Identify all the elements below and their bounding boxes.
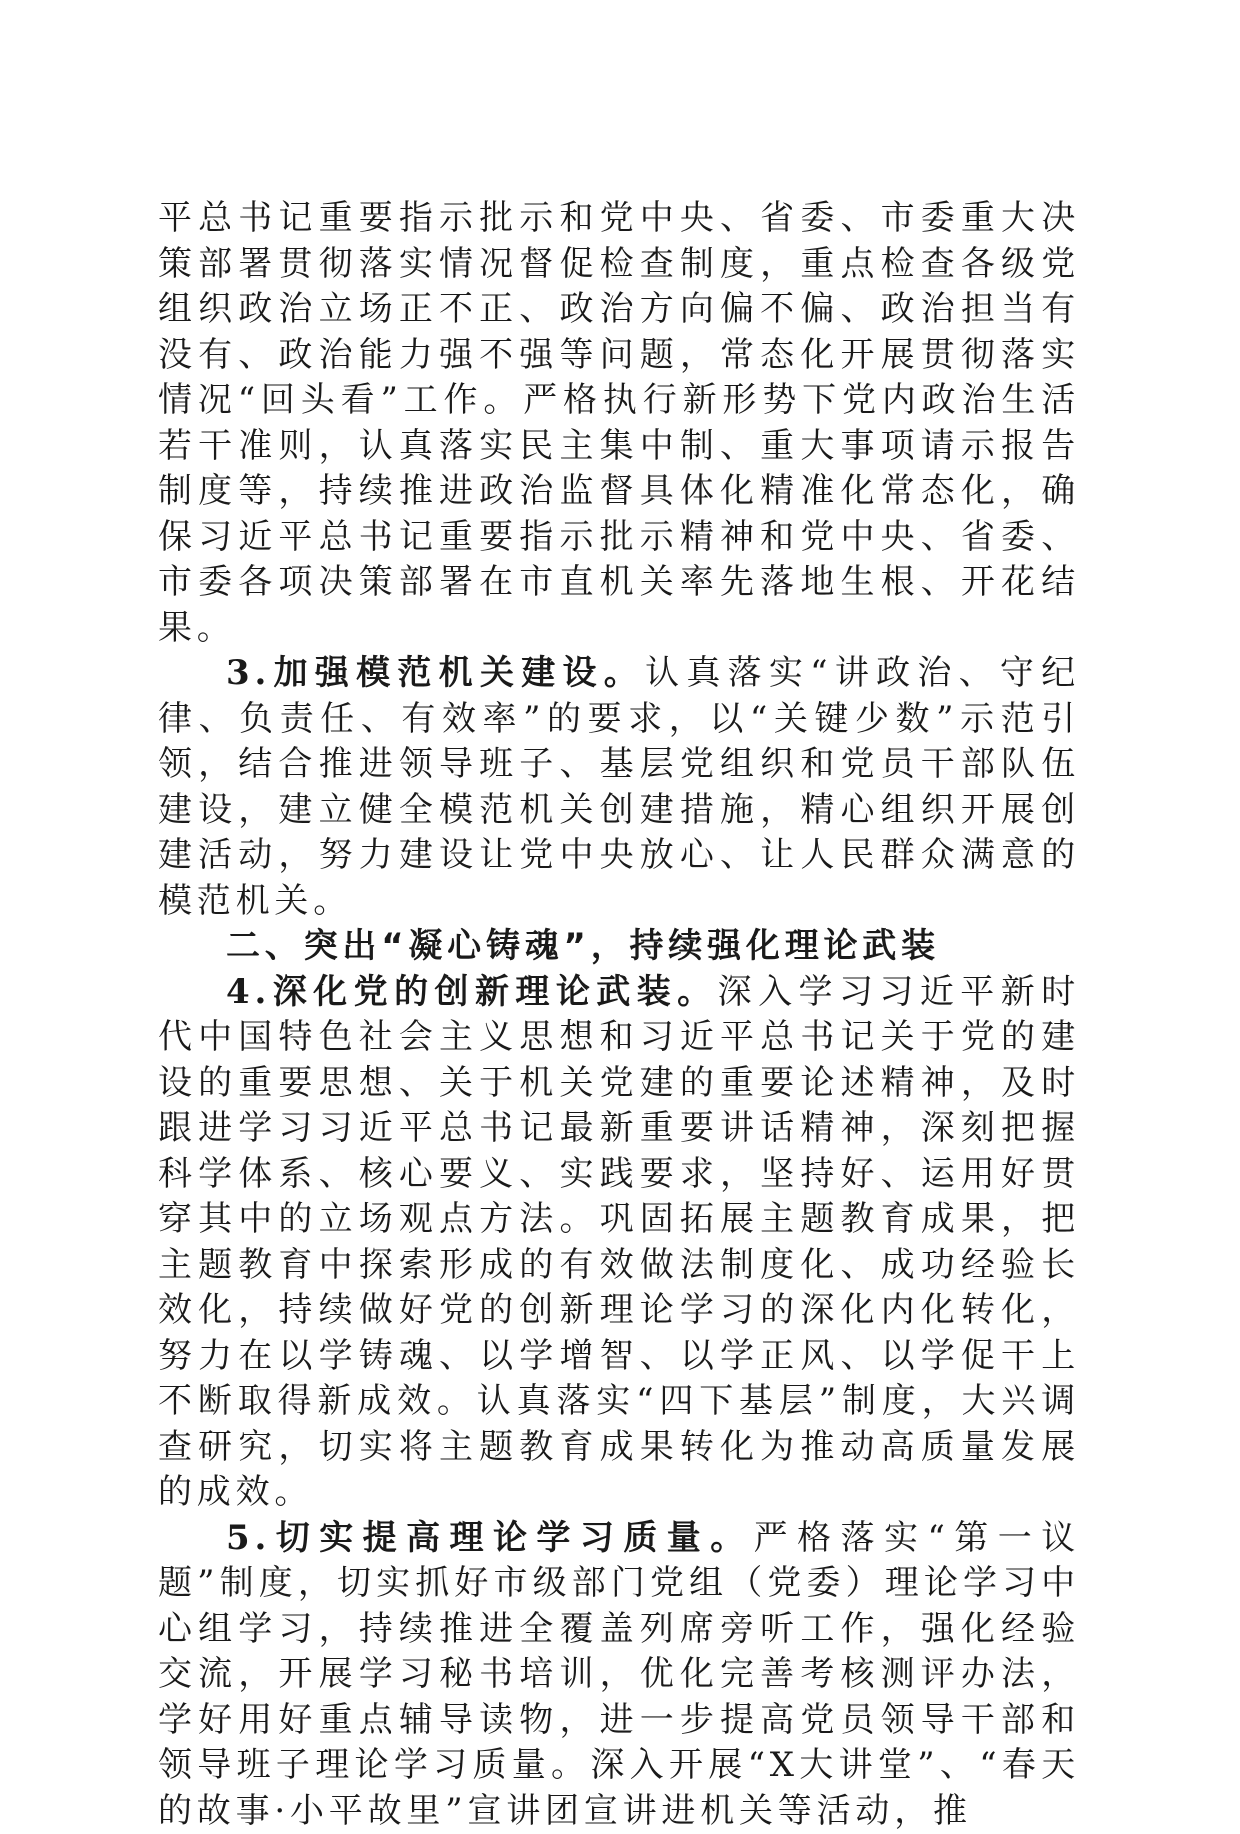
section-heading-2: 二、突出“凝心铸魂”，持续强化理论武装 [158, 924, 1080, 970]
paragraph-lead: 4.深化党的创新理论武装。 [226, 972, 718, 1012]
paragraph-continued [158, 196, 1080, 651]
document-page [158, 196, 1080, 1834]
paragraph-text: 深入学习习近平新时代中国特色社会主义思想和习近平总书记关于党的建设的重要思想、关于机关党建的重要论述精神，及时跟进学习习近平总书记最新重要讲话精神，深刻把握科学体系、核心要义、实践要求，坚持好、运用好贯穿其中的立场观点方法。巩固拓展主题教育成果，把主题教育中探索形成的有效做法制度化、成功经验长效化，持续做好党的创新理论学习的深化内化转化，努力在以学铸魂、以学增智、以学正风、以学促干上不断取得新成效。认真落实“四下基层”制度，大兴调查研究，切实将主题教育成果转化为推动高质量发展的成效。 [158, 972, 1080, 1513]
paragraph-lead: 5.切实提高理论学习质量。 [226, 1518, 754, 1558]
paragraph-item-4 [158, 970, 1080, 1516]
paragraph-item-5 [158, 1516, 1080, 1834]
paragraph-item-3 [158, 651, 1080, 924]
paragraph-lead: 3.加强模范机关建设。 [226, 653, 645, 693]
paragraph-text: 平总书记重要指示批示和党中央、省委、市委重大决策部署贯彻落实情况督促检查制度，重点检查各级党组织政治立场正不正、政治方向偏不偏、政治担当有没有、政治能力强不强等问题，常态化开展贯彻落实情况“回头看”工作。严格执行新形势下党内政治生活若干准则，认真落实民主集中制、重大事项请示报告制度等，持续推进政治监督具体化精准化常态化，确保习近平总书记重要指示批示精神和党中央、省委、市委各项决策部署在市直机关率先落地生根、开花结果。 [158, 198, 1080, 648]
paragraph-text: 严格落实“第一议题”制度，切实抓好市级部门党组（党委）理论学习中心组学习，持续推进全覆盖列席旁听工作，强化经验交流，开展学习秘书培训，优化完善考核测评办法，学好用好重点辅导读物，进一步提高党员领导干部和领导班子理论学习质量。深入开展“X大讲堂”、“春天的故事·小平故里”宣讲团宣讲进机关等活动，推 [158, 1518, 1080, 1831]
paragraph-text: 认真落实“讲政治、守纪律、负责任、有效率”的要求，以“关键少数”示范引领，结合推进领导班子、基层党组织和党员干部队伍建设，建立健全模范机关创建措施，精心组织开展创建活动，努力建设让党中央放心、让人民群众满意的模范机关。 [158, 653, 1080, 921]
